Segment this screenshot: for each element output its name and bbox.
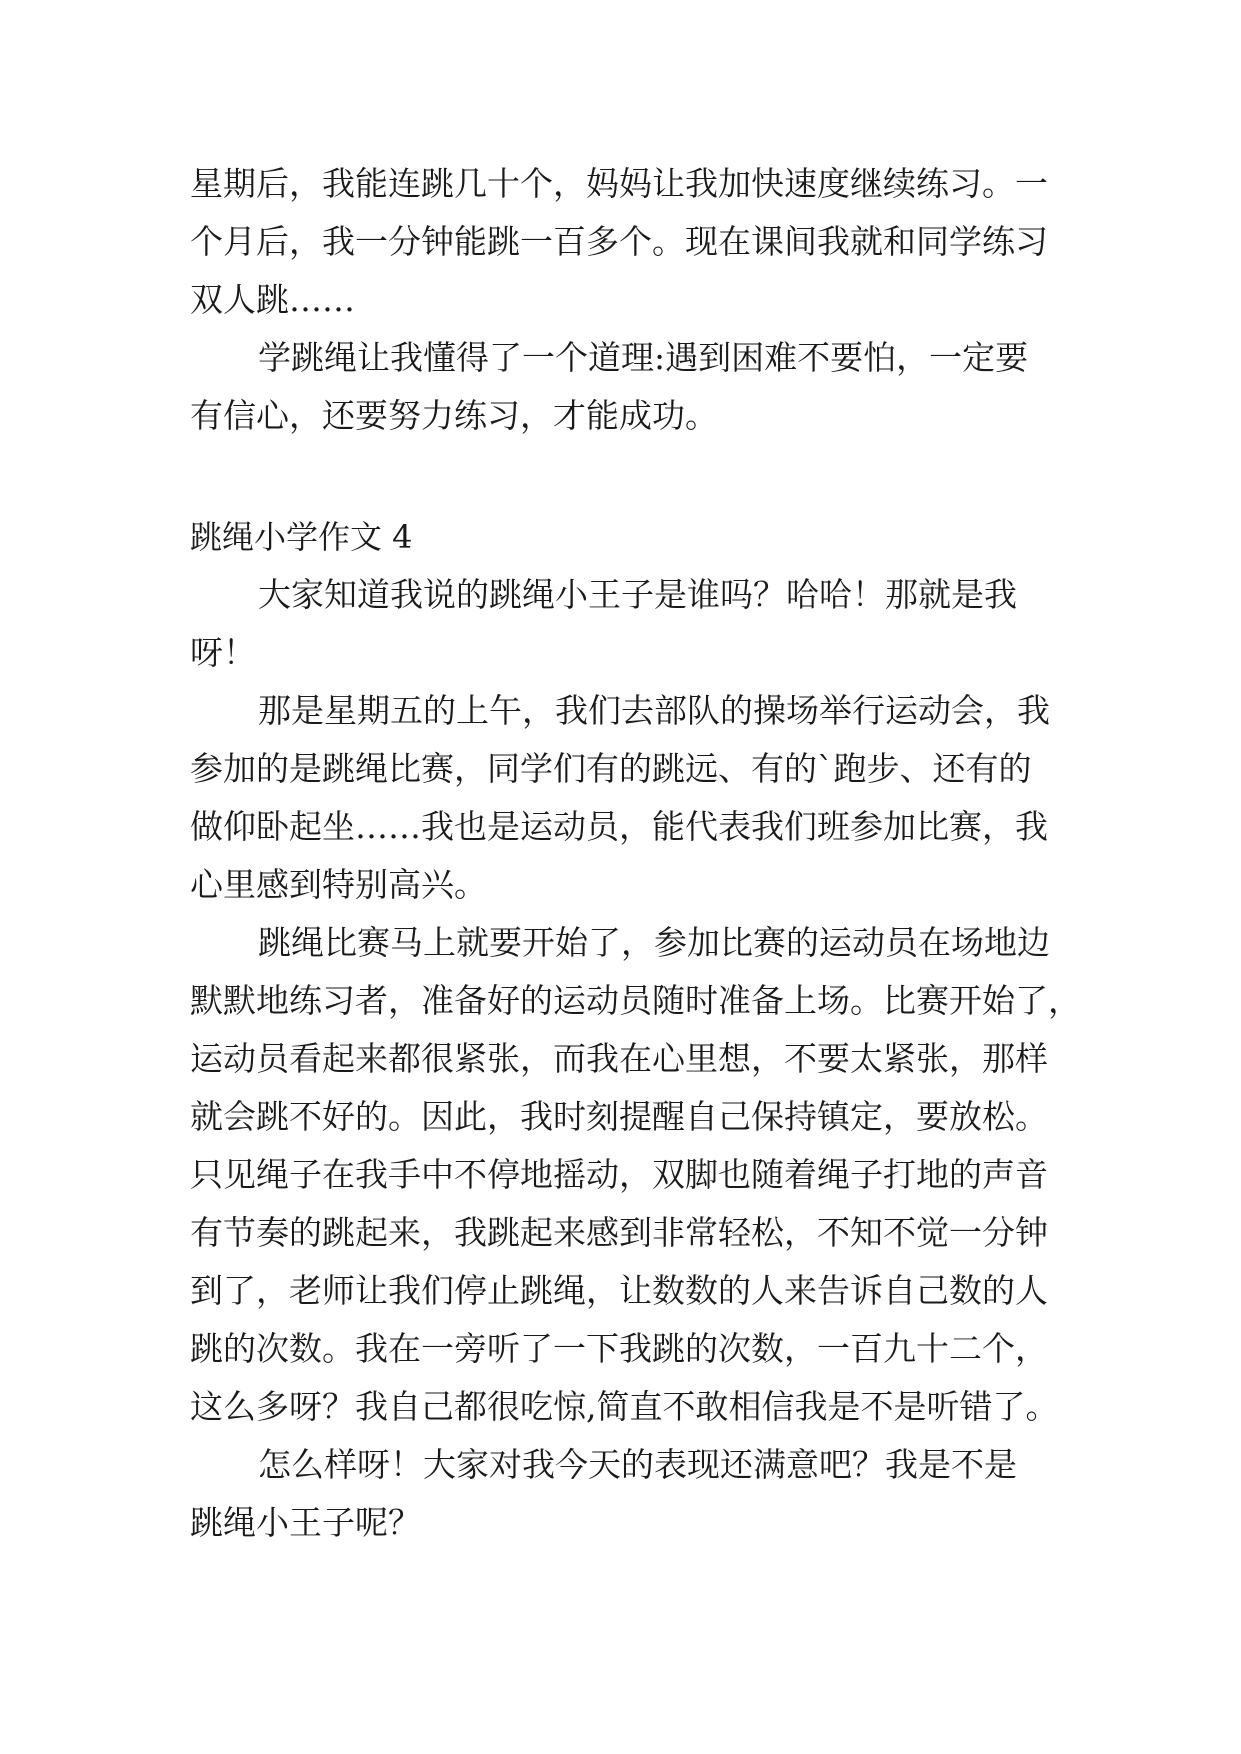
- body-line: 跳绳比赛马上就要开始了，参加比赛的运动员在场地边: [258, 923, 1050, 962]
- body-line: 参加的是跳绳比赛，同学们有的跳远、有的`跑步、还有的: [190, 749, 1032, 788]
- section-title: 跳绳小学作文 4: [190, 518, 413, 556]
- body-line: 默默地练习者，准备好的运动员随时准备上场。比赛开始了，: [190, 981, 1081, 1020]
- body-line: 跳的次数。我在一旁听了一下我跳的次数，一百九十二个，: [190, 1329, 1048, 1368]
- body-line: 星期后，我能连跳几十个，妈妈让我加快速度继续练习。一: [190, 164, 1048, 203]
- body-line: 做仰卧起坐……我也是运动员，能代表我们班参加比赛，我: [190, 807, 1048, 846]
- body-line: 心里感到特别高兴。: [190, 865, 487, 904]
- body-line: 个月后，我一分钟能跳一百多个。现在课间我就和同学练习: [190, 222, 1048, 261]
- body-line: 有节奏的跳起来，我跳起来感到非常轻松，不知不觉一分钟: [190, 1213, 1048, 1252]
- body-line: 运动员看起来都很紧张，而我在心里想，不要太紧张，那样: [190, 1039, 1048, 1078]
- body-line: 双人跳……: [190, 280, 355, 319]
- body-line: 就会跳不好的。因此，我时刻提醒自己保持镇定，要放松。: [190, 1097, 1048, 1136]
- body-line: 这么多呀？我自己都很吃惊,简直不敢相信我是不是听错了。: [190, 1387, 1059, 1426]
- body-line: 呀！: [190, 633, 256, 672]
- body-line: 怎么样呀！大家对我今天的表现还满意吧？我是不是: [258, 1445, 1017, 1484]
- body-line: 学跳绳让我懂得了一个道理:遇到困难不要怕，一定要: [258, 338, 1029, 377]
- body-line: 跳绳小王子呢？: [190, 1503, 421, 1542]
- body-line: 那是星期五的上午，我们去部队的操场举行运动会，我: [258, 691, 1050, 730]
- body-line: 到了，老师让我们停止跳绳，让数数的人来告诉自己数的人: [190, 1271, 1048, 1310]
- body-line: 有信心，还要努力练习，才能成功。: [190, 396, 718, 435]
- body-line: 大家知道我说的跳绳小王子是谁吗？哈哈！那就是我: [258, 575, 1017, 614]
- body-line: 只见绳子在我手中不停地摇动，双脚也随着绳子打地的声音: [190, 1155, 1048, 1194]
